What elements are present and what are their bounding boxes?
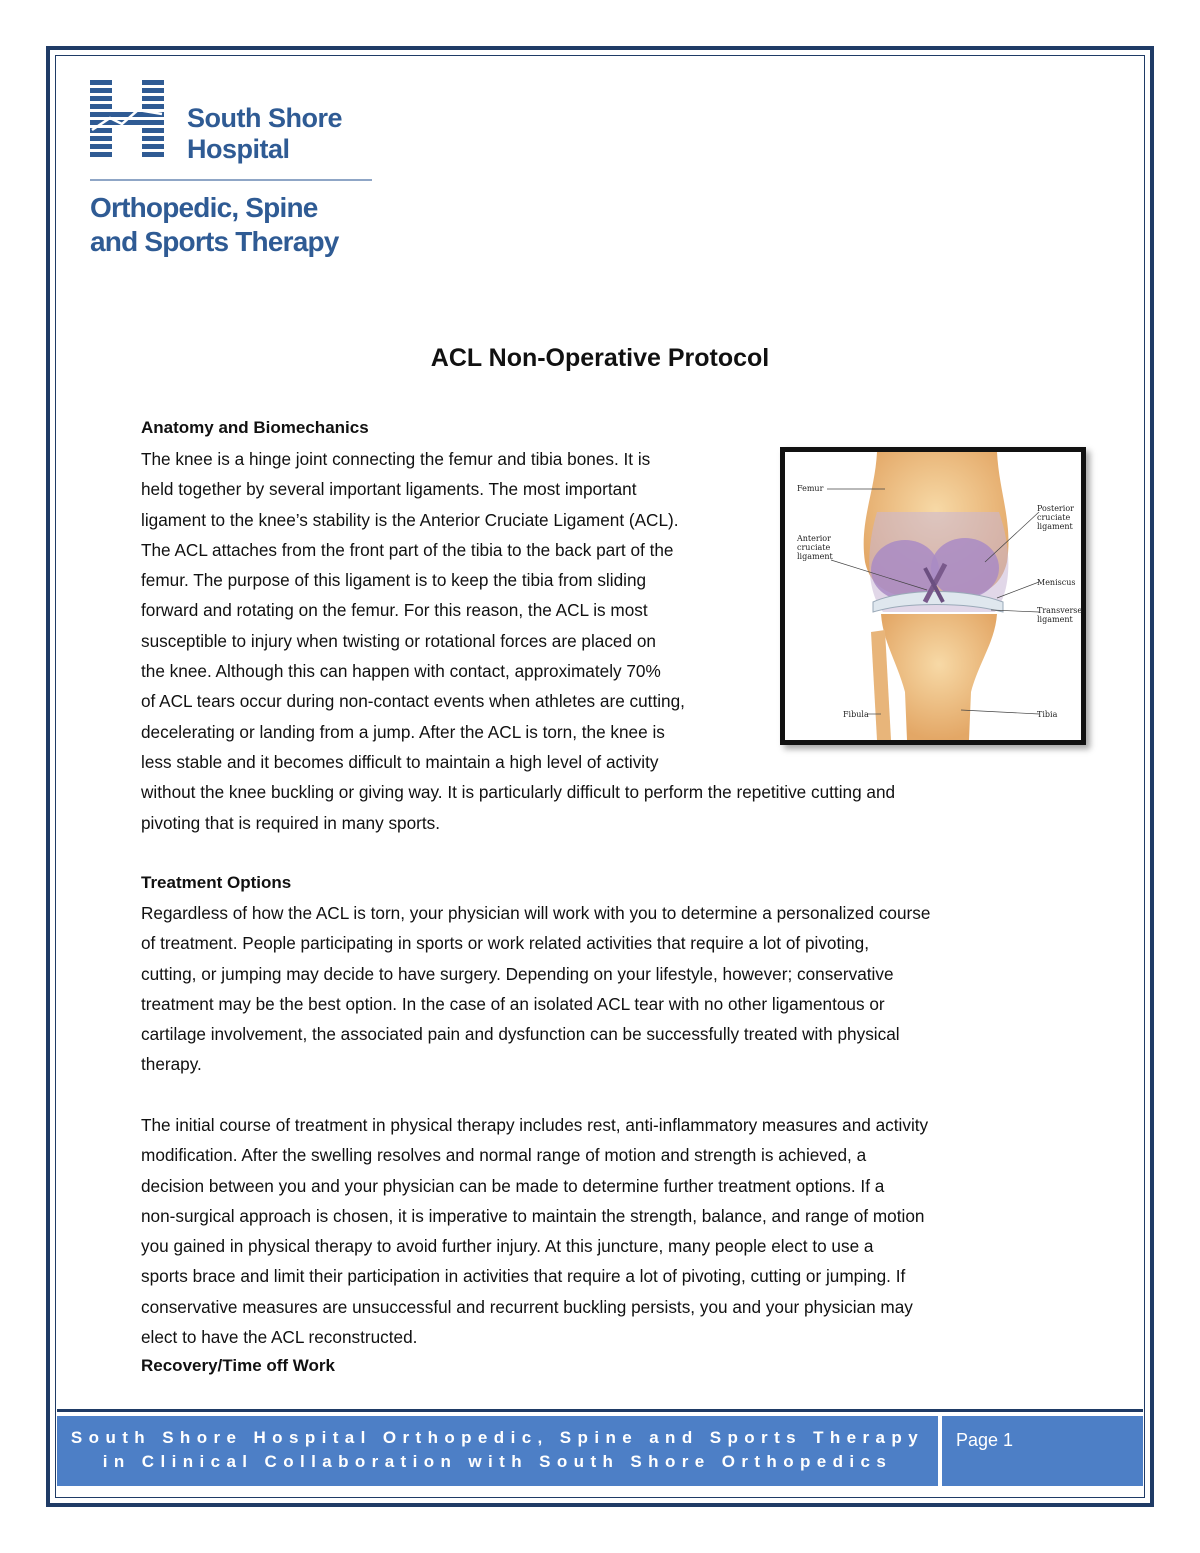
text-line: you gained in physical therapy to avoid further injury. At this juncture, many people elect to use a xyxy=(141,1236,874,1257)
anatomy-heading: Anatomy and Biomechanics xyxy=(141,418,369,437)
text-line: The initial course of treatment in physical therapy includes rest, anti-inflammatory measures and activity xyxy=(141,1115,929,1135)
recovery-heading: Recovery/Time off Work xyxy=(141,1356,335,1375)
text-line: elect to have the ACL reconstructed. xyxy=(141,1327,418,1348)
footer-divider xyxy=(57,1409,1143,1412)
text-line: therapy. xyxy=(141,1054,202,1075)
text-line: modification. After the swelling resolves and normal range of motion and strength is achieved, a xyxy=(141,1145,867,1166)
logo-divider xyxy=(90,179,372,181)
knee-anatomy-figure xyxy=(780,447,1086,745)
text-line: of treatment. People participating in sports or work related activities that require a lot of pivoting, xyxy=(141,933,869,954)
page-title: ACL Non-Operative Protocol xyxy=(430,344,770,372)
text-line: ligament to the knee’s stability is the Anterior Cruciate Ligament (ACL). xyxy=(141,509,679,530)
label-transverse-ligament: Transverse ligament xyxy=(1037,606,1083,624)
knee-illustration-icon xyxy=(785,452,1081,740)
text-line: the knee. Although this can happen with contact, approximately 70% xyxy=(141,661,661,682)
page-number: Page 1 xyxy=(956,1430,1014,1450)
footer-page-box xyxy=(942,1416,1143,1486)
text-line: treatment may be the best option. In the case of an isolated ACL tear with no other ligamentous or xyxy=(141,993,885,1014)
text-line: of ACL tears occur during non-contact events when athletes are cutting, xyxy=(141,691,685,712)
text-line: sports brace and limit their participation in activities that require a lot of pivoting, cutting or jumping. If xyxy=(141,1266,906,1287)
hospital-h-logo-icon xyxy=(90,80,164,162)
label-anterior-cruciate-ligament: Anterior cruciate ligament xyxy=(797,534,833,561)
text-line: cutting, or jumping may decide to have surgery. Depending on your lifestyle, however; conservative xyxy=(141,963,894,984)
footer-line-2: in Clinical Collaboration with South Shore Orthopedics xyxy=(102,1452,893,1471)
text-line: cartilage involvement, the associated pain and dysfunction can be successfully treated with physical xyxy=(141,1024,900,1045)
text-line: Regardless of how the ACL is torn, your physician will work with you to determine a personalized course xyxy=(141,903,931,923)
text-line: pivoting that is required in many sports. xyxy=(141,812,441,833)
text-line: conservative measures are unsuccessful and recurrent buckling persists, you and your physician may xyxy=(141,1296,913,1317)
text-line: decision between you and your physician can be made to determine further treatment options. If a xyxy=(141,1175,885,1196)
label-tibia: Tibia xyxy=(1037,710,1058,719)
logo-hospital-name: South Shore Hospital xyxy=(187,103,342,164)
text-line: non-surgical approach is chosen, it is imperative to maintain the strength, balance, and range of motion xyxy=(141,1205,925,1226)
footer-line-1: South Shore Hospital Orthopedic, Spine and Sports Therapy xyxy=(70,1428,925,1447)
text-line: without the knee buckling or giving way. It is particularly difficult to perform the repetitive cutting and xyxy=(141,782,896,803)
treatment-paragraph xyxy=(141,898,930,1080)
treatment-heading: Treatment Options xyxy=(141,873,292,892)
text-line: The knee is a hinge joint connecting the femur and tibia bones. It is xyxy=(141,449,651,469)
footer-banner xyxy=(57,1416,938,1486)
label-posterior-cruciate-ligament: Posterior cruciate ligament xyxy=(1037,504,1074,531)
label-fibula: Fibula xyxy=(843,710,869,719)
label-femur: Femur xyxy=(797,484,824,493)
text-line: held together by several important ligaments. The most important xyxy=(141,479,637,500)
text-line: The ACL attaches from the front part of the tibia to the back part of the xyxy=(141,539,674,560)
text-line: susceptible to injury when twisting or rotational forces are placed on xyxy=(141,630,656,651)
text-line: forward and rotating on the femur. For this reason, the ACL is most xyxy=(141,600,648,621)
text-line: decelerating or landing from a jump. After the ACL is torn, the knee is xyxy=(141,721,665,742)
hospital-logo xyxy=(90,80,380,265)
logo-department-name: Orthopedic, Spine and Sports Therapy xyxy=(90,192,339,257)
initial-treatment-paragraph xyxy=(141,1110,928,1352)
text-line: less stable and it becomes difficult to maintain a high level of activity xyxy=(141,751,659,772)
label-meniscus: Meniscus xyxy=(1037,578,1076,587)
text-line: femur. The purpose of this ligament is to keep the tibia from sliding xyxy=(141,570,647,591)
